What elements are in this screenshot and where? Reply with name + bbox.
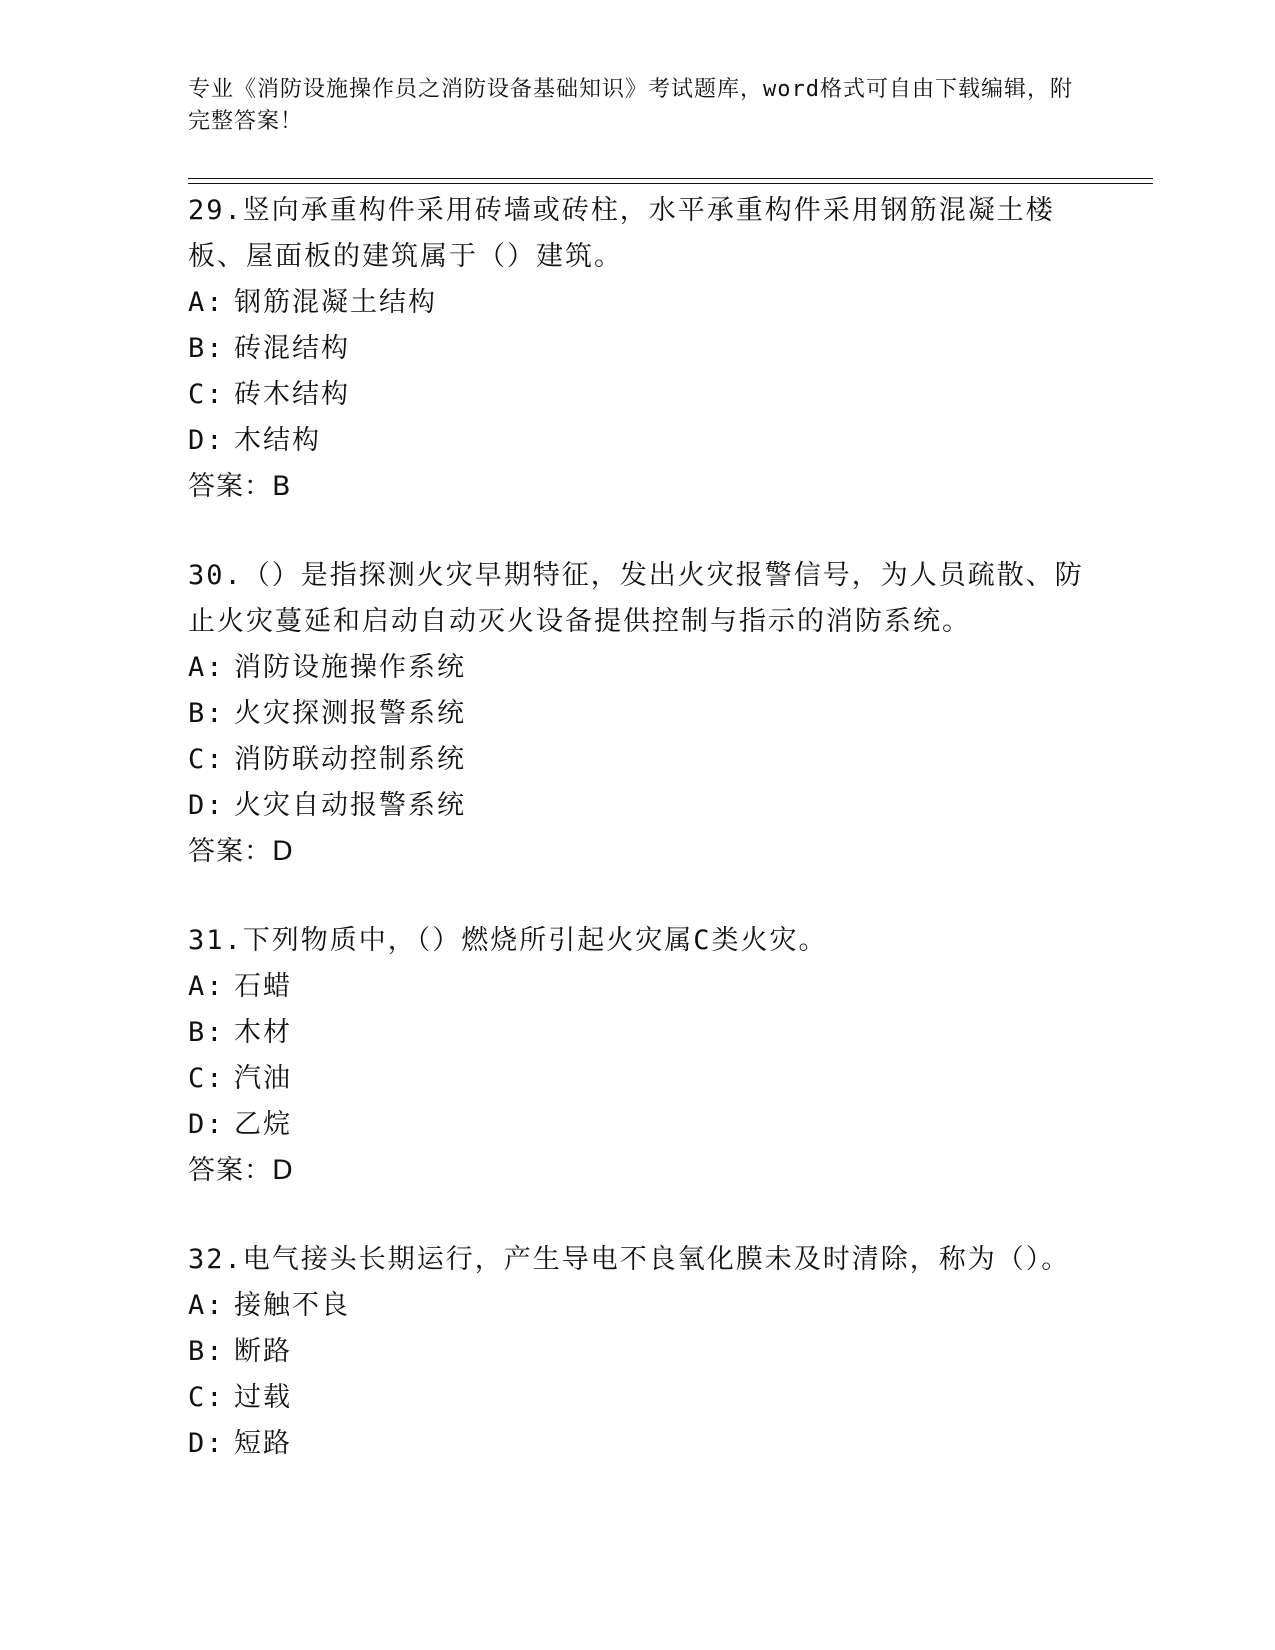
option-text: 火灾探测报警系统 [234,698,466,729]
question-stem: 31.下列物质中，（）燃烧所引起火灾属C类火灾。 [188,925,828,956]
option-a [188,280,1088,326]
option-text: 消防联动控制系统 [234,744,466,775]
option-letter: D: [188,790,225,821]
option-d [188,418,1088,464]
option-text: 汽油 [234,1063,292,1094]
option-b [188,691,1088,737]
option-text: 石蜡 [234,971,292,1002]
option-letter: A: [188,1290,225,1321]
option-text: 短路 [234,1428,292,1459]
option-d [188,783,1088,829]
option-d [188,1421,1088,1467]
option-letter: B: [188,333,225,364]
option-letter: D: [188,1428,225,1459]
option-text: 火灾自动报警系统 [234,790,466,821]
option-letter: B: [188,698,225,729]
option-c [188,372,1088,418]
option-text: 砖混结构 [234,333,350,364]
document-header: 专业《消防设施操作员之消防设备基础知识》考试题库，word格式可自由下载编辑，附完整答案！ [188,77,1073,134]
option-letter: C: [188,379,225,410]
option-letter: C: [188,1382,225,1413]
option-text: 砖木结构 [234,379,350,410]
question-stem: 29.竖向承重构件采用砖墙或砖柱，水平承重构件采用钢筋混凝土楼板、屋面板的建筑属于（）建筑。 [188,195,1055,272]
header-divider-bottom [188,183,1153,184]
question-stem: 32.电气接头长期运行，产生导电不良氧化膜未及时清除，称为（）。 [188,1244,1071,1275]
answer-line: 答案：D [188,1155,294,1186]
header-divider-top [188,178,1153,179]
option-c [188,1056,1088,1102]
option-d [188,1102,1088,1148]
option-a [188,645,1088,691]
option-b [188,1010,1088,1056]
option-a [188,964,1088,1010]
option-text: 钢筋混凝土结构 [234,287,437,318]
option-letter: B: [188,1336,225,1367]
option-letter: A: [188,971,225,1002]
option-text: 消防设施操作系统 [234,652,466,683]
option-letter: C: [188,744,225,775]
option-c [188,737,1088,783]
answer-line: 答案：B [188,471,292,502]
option-text: 乙烷 [234,1109,292,1140]
option-letter: A: [188,652,225,683]
option-letter: D: [188,425,225,456]
question-30 [188,553,1088,875]
option-letter: A: [188,287,225,318]
option-a [188,1283,1088,1329]
option-letter: B: [188,1017,225,1048]
option-text: 木结构 [234,425,321,456]
option-text: 断路 [234,1336,292,1367]
option-text: 过载 [234,1382,292,1413]
question-32 [188,1237,1088,1467]
option-letter: D: [188,1109,225,1140]
option-text: 接触不良 [234,1290,350,1321]
option-b [188,326,1088,372]
question-31 [188,918,1088,1194]
question-stem: 30.（）是指探测火灾早期特征，发出火灾报警信号，为人员疏散、防止火灾蔓延和启动自动灭火设备提供控制与指示的消防系统。 [188,560,1084,637]
question-29 [188,188,1088,510]
answer-line: 答案：D [188,836,294,867]
option-text: 木材 [234,1017,292,1048]
option-letter: C: [188,1063,225,1094]
option-c [188,1375,1088,1421]
option-b [188,1329,1088,1375]
